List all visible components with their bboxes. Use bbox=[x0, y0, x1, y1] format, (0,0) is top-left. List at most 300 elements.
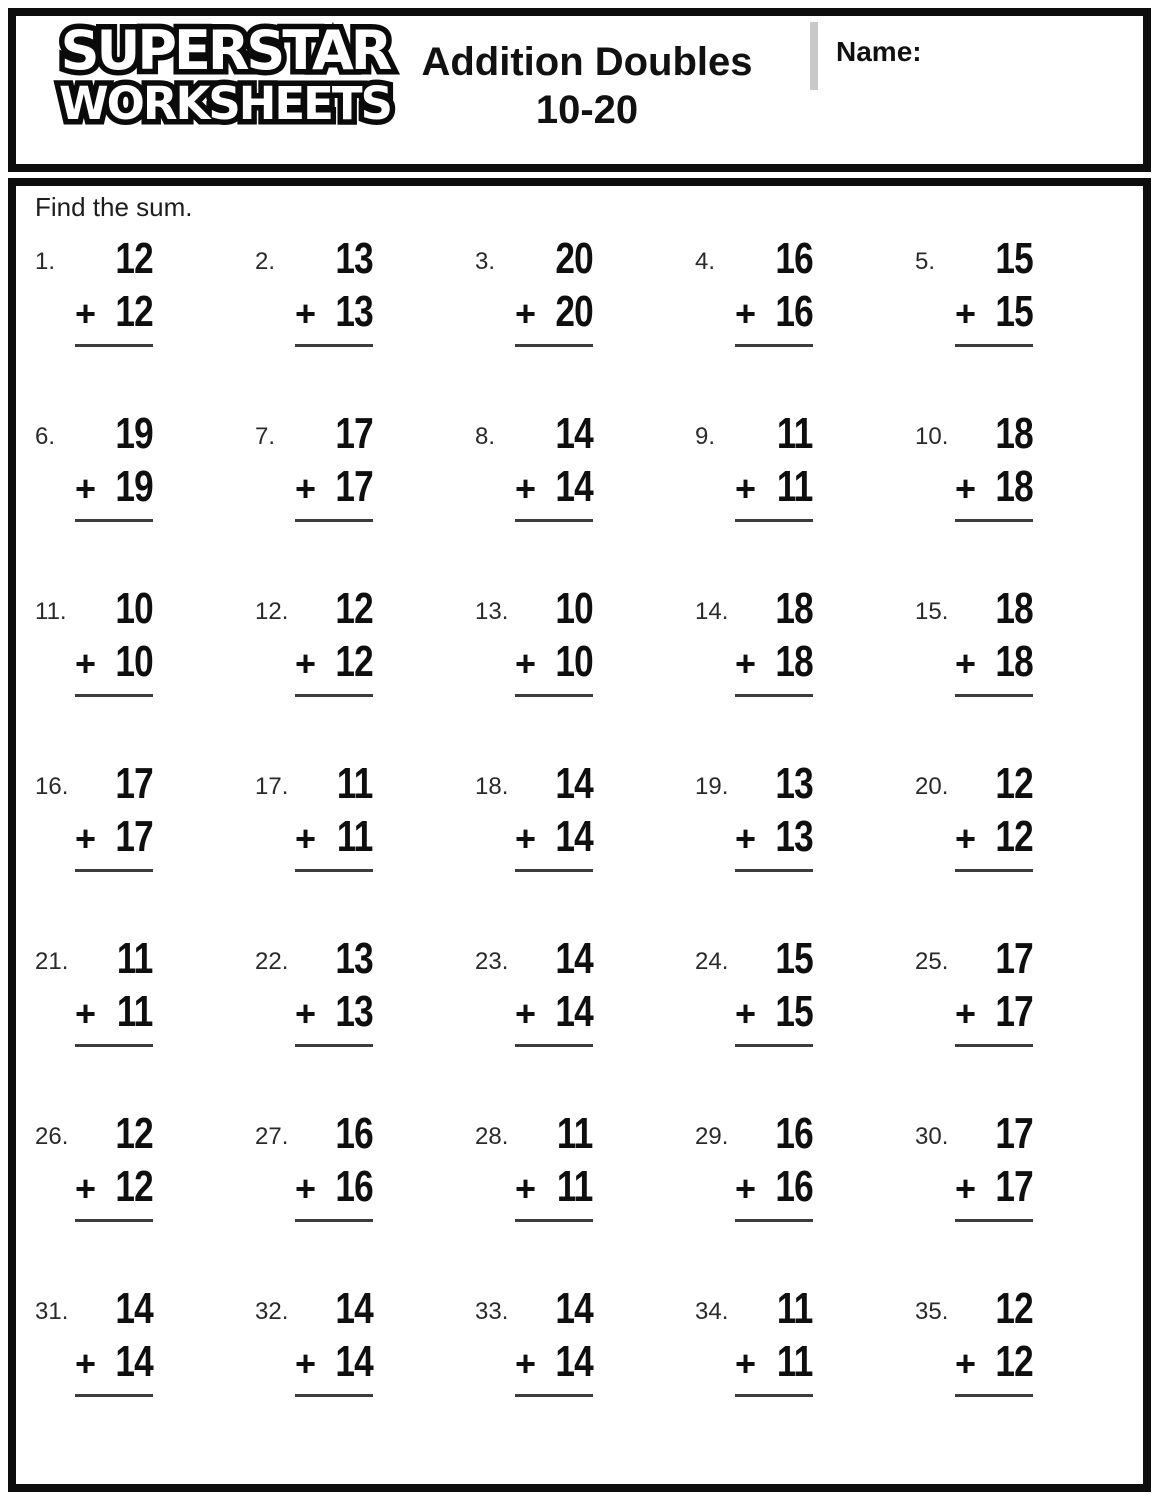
problem-number: 20. bbox=[915, 773, 949, 800]
problem-stack bbox=[295, 933, 373, 1047]
answer-line bbox=[955, 694, 1033, 697]
problem-number: 18. bbox=[475, 773, 509, 800]
top-addend-row bbox=[955, 233, 1033, 281]
plus-sign: + bbox=[75, 293, 97, 334]
problem-number: 14. bbox=[695, 598, 729, 625]
bottom-addend: 15 bbox=[775, 987, 813, 1036]
top-addend: 20 bbox=[555, 234, 593, 283]
problem-stack bbox=[295, 583, 373, 697]
bottom-addend-row bbox=[955, 812, 1033, 861]
bottom-addend-row bbox=[735, 812, 813, 861]
problem-stack bbox=[955, 933, 1033, 1047]
bottom-addend: 17 bbox=[995, 987, 1033, 1036]
top-addend-row bbox=[955, 1283, 1033, 1331]
problem bbox=[255, 408, 475, 583]
plus-sign: + bbox=[295, 1168, 317, 1209]
bottom-addend-row bbox=[735, 637, 813, 686]
bottom-addend-row bbox=[75, 987, 153, 1036]
problem-number: 3. bbox=[475, 248, 496, 275]
top-addend-row bbox=[75, 1283, 153, 1331]
top-addend: 16 bbox=[335, 1109, 373, 1158]
answer-line bbox=[735, 694, 813, 697]
bottom-addend: 12 bbox=[335, 637, 373, 686]
top-addend: 17 bbox=[995, 1109, 1033, 1158]
plus-sign: + bbox=[515, 468, 537, 509]
bottom-addend: 15 bbox=[995, 287, 1033, 336]
bottom-addend: 11 bbox=[777, 462, 813, 511]
top-addend-row bbox=[735, 408, 813, 456]
problem-stack bbox=[75, 408, 153, 522]
problem-number: 8. bbox=[475, 423, 496, 450]
problem-number: 9. bbox=[695, 423, 716, 450]
problem-stack bbox=[955, 408, 1033, 522]
plus-sign: + bbox=[735, 1343, 757, 1384]
answer-line bbox=[735, 869, 813, 872]
problem-stack bbox=[735, 583, 813, 697]
plus-sign: + bbox=[295, 1343, 317, 1384]
answer-line bbox=[515, 694, 593, 697]
top-addend-row bbox=[295, 233, 373, 281]
answer-line bbox=[955, 869, 1033, 872]
bottom-addend: 20 bbox=[555, 287, 593, 336]
bottom-addend-row bbox=[955, 287, 1033, 336]
answer-line bbox=[735, 344, 813, 347]
bottom-addend: 14 bbox=[555, 1337, 593, 1386]
problem-number: 24. bbox=[695, 948, 729, 975]
top-addend: 17 bbox=[115, 759, 153, 808]
problem-stack bbox=[955, 758, 1033, 872]
problem bbox=[915, 1108, 1135, 1283]
plus-sign: + bbox=[295, 643, 317, 684]
bottom-addend-row bbox=[515, 812, 593, 861]
bottom-addend-row bbox=[735, 287, 813, 336]
problem bbox=[35, 933, 255, 1108]
answer-line bbox=[75, 519, 153, 522]
bottom-addend: 17 bbox=[335, 462, 373, 511]
top-addend: 12 bbox=[115, 1109, 153, 1158]
problem bbox=[35, 1283, 255, 1458]
problem-stack bbox=[515, 758, 593, 872]
problem bbox=[695, 233, 915, 408]
problem-number: 19. bbox=[695, 773, 729, 800]
top-addend-row bbox=[735, 933, 813, 981]
problem-number: 17. bbox=[255, 773, 289, 800]
answer-line bbox=[515, 1044, 593, 1047]
problem-stack bbox=[75, 758, 153, 872]
top-addend: 16 bbox=[775, 234, 813, 283]
problem-number: 2. bbox=[255, 248, 276, 275]
problem-number: 15. bbox=[915, 598, 949, 625]
bottom-addend: 13 bbox=[775, 812, 813, 861]
problem-stack bbox=[295, 233, 373, 347]
answer-line bbox=[955, 1219, 1033, 1222]
bottom-addend: 10 bbox=[115, 637, 153, 686]
plus-sign: + bbox=[735, 993, 757, 1034]
name-divider-bar bbox=[810, 22, 818, 90]
answer-line bbox=[75, 1394, 153, 1397]
answer-line bbox=[955, 1394, 1033, 1397]
answer-line bbox=[515, 519, 593, 522]
bottom-addend: 11 bbox=[337, 812, 373, 861]
problem-stack bbox=[75, 583, 153, 697]
bottom-addend: 14 bbox=[555, 462, 593, 511]
problem-stack bbox=[735, 1108, 813, 1222]
answer-line bbox=[295, 1219, 373, 1222]
problem-stack bbox=[955, 1283, 1033, 1397]
bottom-addend: 17 bbox=[115, 812, 153, 861]
answer-line bbox=[735, 1394, 813, 1397]
problem-stack bbox=[955, 1108, 1033, 1222]
plus-sign: + bbox=[515, 818, 537, 859]
top-addend: 11 bbox=[777, 409, 813, 458]
bottom-addend-row bbox=[295, 462, 373, 511]
worksheet-header bbox=[8, 8, 1151, 172]
bottom-addend: 18 bbox=[995, 462, 1033, 511]
problem-number: 7. bbox=[255, 423, 276, 450]
top-addend: 12 bbox=[115, 234, 153, 283]
problem-number: 6. bbox=[35, 423, 56, 450]
answer-line bbox=[955, 1044, 1033, 1047]
top-addend-row bbox=[295, 583, 373, 631]
problem bbox=[35, 758, 255, 933]
plus-sign: + bbox=[735, 1168, 757, 1209]
bottom-addend: 16 bbox=[335, 1162, 373, 1211]
top-addend: 11 bbox=[557, 1109, 593, 1158]
bottom-addend-row bbox=[955, 637, 1033, 686]
bottom-addend-row bbox=[515, 1162, 593, 1211]
problem bbox=[255, 233, 475, 408]
plus-sign: + bbox=[735, 468, 757, 509]
top-addend-row bbox=[295, 408, 373, 456]
plus-sign: + bbox=[515, 293, 537, 334]
problem bbox=[695, 1108, 915, 1283]
plus-sign: + bbox=[515, 1168, 537, 1209]
problem bbox=[695, 933, 915, 1108]
problem-number: 32. bbox=[255, 1298, 289, 1325]
answer-line bbox=[295, 519, 373, 522]
plus-sign: + bbox=[955, 293, 977, 334]
bottom-addend: 10 bbox=[555, 637, 593, 686]
problem bbox=[475, 233, 695, 408]
problem bbox=[695, 758, 915, 933]
answer-line bbox=[515, 344, 593, 347]
plus-sign: + bbox=[955, 818, 977, 859]
top-addend: 17 bbox=[995, 934, 1033, 983]
problem-number: 33. bbox=[475, 1298, 509, 1325]
top-addend: 12 bbox=[995, 1284, 1033, 1333]
top-addend: 18 bbox=[995, 584, 1033, 633]
top-addend-row bbox=[735, 233, 813, 281]
bottom-addend-row bbox=[295, 287, 373, 336]
answer-line bbox=[295, 694, 373, 697]
problem bbox=[915, 408, 1135, 583]
problem bbox=[255, 933, 475, 1108]
problem bbox=[35, 1108, 255, 1283]
plus-sign: + bbox=[955, 643, 977, 684]
logo-line-superstar: SUPERSTAR bbox=[60, 19, 390, 82]
answer-line bbox=[75, 344, 153, 347]
top-addend-row bbox=[515, 933, 593, 981]
top-addend: 11 bbox=[777, 1284, 813, 1333]
bottom-addend-row bbox=[955, 987, 1033, 1036]
plus-sign: + bbox=[75, 818, 97, 859]
plus-sign: + bbox=[735, 818, 757, 859]
title-line-2: 10-20 bbox=[535, 88, 639, 132]
bottom-addend-row bbox=[955, 462, 1033, 511]
problem bbox=[35, 408, 255, 583]
bottom-addend: 11 bbox=[777, 1337, 813, 1386]
bottom-addend: 19 bbox=[115, 462, 153, 511]
top-addend: 13 bbox=[335, 934, 373, 983]
problems-section bbox=[8, 178, 1151, 1492]
answer-line bbox=[295, 1394, 373, 1397]
top-addend: 15 bbox=[775, 934, 813, 983]
top-addend-row bbox=[735, 758, 813, 806]
bottom-addend-row bbox=[295, 812, 373, 861]
problem-stack bbox=[735, 233, 813, 347]
top-addend: 14 bbox=[335, 1284, 373, 1333]
plus-sign: + bbox=[515, 643, 537, 684]
top-addend-row bbox=[955, 933, 1033, 981]
plus-sign: + bbox=[515, 1343, 537, 1384]
answer-line bbox=[75, 1219, 153, 1222]
bottom-addend: 17 bbox=[995, 1162, 1033, 1211]
problem-stack bbox=[955, 583, 1033, 697]
plus-sign: + bbox=[955, 1168, 977, 1209]
superstar-worksheets-logo bbox=[30, 19, 420, 130]
bottom-addend: 14 bbox=[555, 987, 593, 1036]
problem-number: 21. bbox=[35, 948, 69, 975]
problem-stack bbox=[735, 1283, 813, 1397]
top-addend-row bbox=[515, 583, 593, 631]
problem-stack bbox=[735, 408, 813, 522]
problem bbox=[915, 583, 1135, 758]
bottom-addend-row bbox=[955, 1162, 1033, 1211]
bottom-addend-row bbox=[75, 462, 153, 511]
top-addend-row bbox=[75, 408, 153, 456]
problem-number: 4. bbox=[695, 248, 716, 275]
problem bbox=[255, 583, 475, 758]
problem-stack bbox=[75, 933, 153, 1047]
problem-number: 28. bbox=[475, 1123, 509, 1150]
worksheet-title bbox=[382, 38, 792, 134]
bottom-addend-row bbox=[295, 987, 373, 1036]
bottom-addend-row bbox=[515, 287, 593, 336]
top-addend-row bbox=[295, 758, 373, 806]
plus-sign: + bbox=[955, 993, 977, 1034]
top-addend-row bbox=[955, 758, 1033, 806]
bottom-addend-row bbox=[735, 1337, 813, 1386]
plus-sign: + bbox=[295, 293, 317, 334]
plus-sign: + bbox=[75, 1168, 97, 1209]
problem-stack bbox=[515, 408, 593, 522]
top-addend: 10 bbox=[115, 584, 153, 633]
bottom-addend: 13 bbox=[335, 987, 373, 1036]
problem-stack bbox=[735, 933, 813, 1047]
problem-stack bbox=[295, 408, 373, 522]
problem bbox=[475, 933, 695, 1108]
answer-line bbox=[515, 1394, 593, 1397]
top-addend-row bbox=[515, 233, 593, 281]
top-addend-row bbox=[75, 933, 153, 981]
bottom-addend-row bbox=[75, 287, 153, 336]
problem-stack bbox=[515, 583, 593, 697]
top-addend-row bbox=[75, 758, 153, 806]
problem-number: 12. bbox=[255, 598, 289, 625]
top-addend-row bbox=[295, 1283, 373, 1331]
problem bbox=[915, 233, 1135, 408]
answer-line bbox=[955, 344, 1033, 347]
problem-number: 30. bbox=[915, 1123, 949, 1150]
plus-sign: + bbox=[75, 643, 97, 684]
problem-stack bbox=[75, 1283, 153, 1397]
bottom-addend-row bbox=[75, 1337, 153, 1386]
bottom-addend: 13 bbox=[335, 287, 373, 336]
plus-sign: + bbox=[735, 643, 757, 684]
top-addend: 11 bbox=[117, 934, 153, 983]
top-addend: 14 bbox=[555, 409, 593, 458]
bottom-addend: 11 bbox=[557, 1162, 593, 1211]
problem-number: 31. bbox=[35, 1298, 69, 1325]
problem-number: 29. bbox=[695, 1123, 729, 1150]
top-addend-row bbox=[75, 233, 153, 281]
top-addend: 18 bbox=[995, 409, 1033, 458]
problems-grid bbox=[35, 233, 1135, 1458]
bottom-addend: 12 bbox=[115, 287, 153, 336]
bottom-addend: 16 bbox=[775, 287, 813, 336]
problem-stack bbox=[735, 758, 813, 872]
top-addend-row bbox=[515, 1283, 593, 1331]
top-addend: 17 bbox=[335, 409, 373, 458]
top-addend-row bbox=[515, 408, 593, 456]
problem-stack bbox=[75, 1108, 153, 1222]
bottom-addend: 12 bbox=[995, 812, 1033, 861]
top-addend-row bbox=[955, 583, 1033, 631]
top-addend-row bbox=[955, 408, 1033, 456]
problem-stack bbox=[955, 233, 1033, 347]
top-addend: 13 bbox=[335, 234, 373, 283]
bottom-addend-row bbox=[75, 1162, 153, 1211]
top-addend: 14 bbox=[115, 1284, 153, 1333]
problem-number: 16. bbox=[35, 773, 69, 800]
problem-number: 11. bbox=[35, 598, 67, 625]
problem bbox=[475, 1283, 695, 1458]
problem-stack bbox=[295, 758, 373, 872]
problem bbox=[255, 758, 475, 933]
instructions-text: Find the sum. bbox=[35, 192, 193, 222]
problem bbox=[695, 408, 915, 583]
bottom-addend-row bbox=[515, 637, 593, 686]
plus-sign: + bbox=[955, 468, 977, 509]
top-addend-row bbox=[735, 1283, 813, 1331]
top-addend: 16 bbox=[775, 1109, 813, 1158]
bottom-addend-row bbox=[735, 462, 813, 511]
bottom-addend: 14 bbox=[335, 1337, 373, 1386]
logo-line-worksheets: WORKSHEETS bbox=[58, 77, 392, 130]
top-addend-row bbox=[955, 1108, 1033, 1156]
top-addend: 11 bbox=[337, 759, 373, 808]
answer-line bbox=[955, 519, 1033, 522]
top-addend: 10 bbox=[555, 584, 593, 633]
top-addend: 18 bbox=[775, 584, 813, 633]
top-addend-row bbox=[295, 933, 373, 981]
top-addend: 15 bbox=[995, 234, 1033, 283]
bottom-addend: 12 bbox=[115, 1162, 153, 1211]
problem-stack bbox=[515, 1283, 593, 1397]
bottom-addend: 18 bbox=[995, 637, 1033, 686]
bottom-addend: 14 bbox=[555, 812, 593, 861]
bottom-addend: 16 bbox=[775, 1162, 813, 1211]
plus-sign: + bbox=[75, 468, 97, 509]
plus-sign: + bbox=[735, 293, 757, 334]
problem-number: 13. bbox=[475, 598, 509, 625]
problem-number: 34. bbox=[695, 1298, 729, 1325]
answer-line bbox=[295, 869, 373, 872]
problem-stack bbox=[515, 1108, 593, 1222]
plus-sign: + bbox=[75, 993, 97, 1034]
answer-line bbox=[515, 1219, 593, 1222]
answer-line bbox=[735, 519, 813, 522]
bottom-addend-row bbox=[295, 637, 373, 686]
problem bbox=[475, 758, 695, 933]
bottom-addend: 11 bbox=[117, 987, 153, 1036]
bottom-addend-row bbox=[75, 812, 153, 861]
problem bbox=[255, 1283, 475, 1458]
plus-sign: + bbox=[955, 1343, 977, 1384]
problem-number: 23. bbox=[475, 948, 509, 975]
problem-number: 10. bbox=[915, 423, 949, 450]
problem-number: 25. bbox=[915, 948, 949, 975]
problem bbox=[915, 758, 1135, 933]
problem bbox=[695, 1283, 915, 1458]
answer-line bbox=[75, 694, 153, 697]
top-addend-row bbox=[295, 1108, 373, 1156]
answer-line bbox=[735, 1044, 813, 1047]
plus-sign: + bbox=[295, 993, 317, 1034]
problem-number: 5. bbox=[915, 248, 936, 275]
answer-line bbox=[295, 344, 373, 347]
bottom-addend-row bbox=[735, 987, 813, 1036]
problem-number: 27. bbox=[255, 1123, 289, 1150]
bottom-addend-row bbox=[515, 987, 593, 1036]
problem-number: 35. bbox=[915, 1298, 949, 1325]
problem bbox=[915, 933, 1135, 1108]
top-addend: 19 bbox=[115, 409, 153, 458]
top-addend: 14 bbox=[555, 759, 593, 808]
top-addend-row bbox=[515, 1108, 593, 1156]
top-addend: 13 bbox=[775, 759, 813, 808]
top-addend-row bbox=[75, 583, 153, 631]
problem bbox=[475, 408, 695, 583]
problem-stack bbox=[515, 233, 593, 347]
problem-stack bbox=[295, 1108, 373, 1222]
problem bbox=[255, 1108, 475, 1283]
problem-number: 26. bbox=[35, 1123, 69, 1150]
bottom-addend-row bbox=[75, 637, 153, 686]
plus-sign: + bbox=[295, 468, 317, 509]
bottom-addend-row bbox=[515, 462, 593, 511]
problem bbox=[35, 233, 255, 408]
top-addend-row bbox=[735, 1108, 813, 1156]
answer-line bbox=[75, 869, 153, 872]
top-addend-row bbox=[75, 1108, 153, 1156]
problem bbox=[475, 1108, 695, 1283]
bottom-addend: 12 bbox=[995, 1337, 1033, 1386]
problem-number: 1. bbox=[35, 248, 56, 275]
top-addend-row bbox=[735, 583, 813, 631]
top-addend: 12 bbox=[995, 759, 1033, 808]
name-label: Name: bbox=[836, 36, 922, 67]
